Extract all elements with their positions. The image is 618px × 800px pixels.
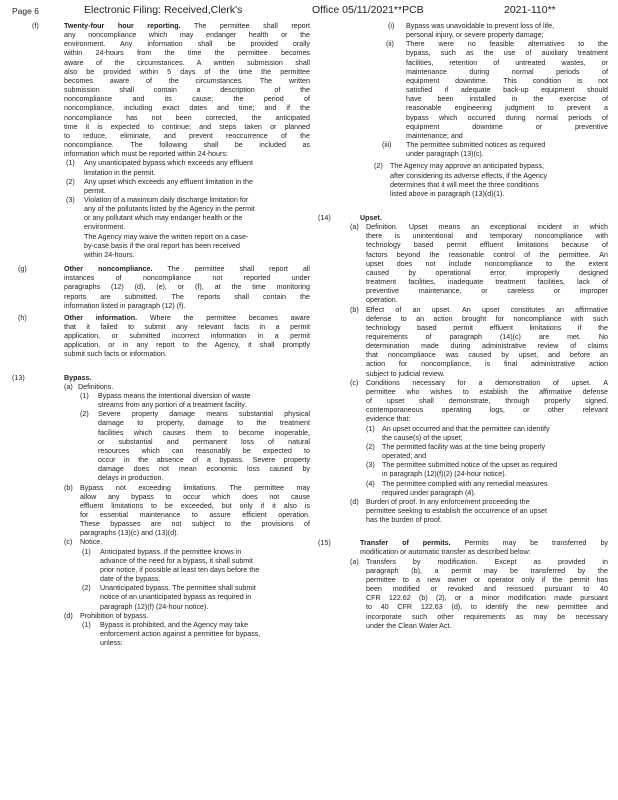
section-title: Twenty-four hour reporting.: [64, 22, 181, 30]
list-item: (2) Any upset which exceeds any effluent limitation in the permit.: [66, 177, 253, 195]
subsection-13a: (a) Definitions.: [64, 382, 114, 391]
subsection-14c: (c) Conditions necessary for a demonstration of upset. A permittee who wishes to establish the affirmative defense of upset shall demonstrate, through properly signed, contemporaneous operating logs, or other relevant evidence that:: [350, 378, 608, 424]
list-item: (4) The permittee complied with any remedial measures required under paragraph (4).: [366, 479, 548, 497]
subsection-14a: (a) Definition. Upset means an exceptional incident in which there is unintentional and temporary noncompliance with technology based permit effluent limitations because of factors beyond the reasonable control of the permittee. An upset does not include noncompliance to the extent caused by operational error, improperly designed treatment facilities, inadequate treatment facilities, lack of preventive maintenance, or careless or improper operation.: [350, 223, 608, 305]
section-body: Twenty-four hour reporting. The permittee shall report any noncompliance which may endanger health or the environment. Any information shall be provided orally within 24-hours from the time the permittee becomes aware of the circumstances. A written submission shall also be provided within 5 days of the time the permittee becomes aware of the circumstances. The written submission shall contain a description of the noncompliance and its cause; the period of noncompliance, including exact dates and time; and if the noncompliance has not been corrected, the anticipated time it is expected to continue; and steps taken or planned to reduce, eliminate, and prevent reoccurrence of the noncompliance. The following shall be included as information which must be reported within 24-hours:: [64, 22, 310, 159]
page-number: Page 6: [12, 6, 39, 16]
section-h: (h) Other information. Where the permittee becomes aware that it failed to submit any relevant facts in a permit application, or submitted incorrect information in a permit application, or in any report to the Agency, it shall promptly submit such facts or information.: [18, 313, 310, 359]
section-14: [318, 214, 608, 223]
section-marker: (14): [318, 213, 331, 222]
list-item: (1) Anticipated bypass. If the permittee knows in advance of the need for a bypass, it shall submit prior notice, if possible at least ten days before the date of the bypass.: [82, 547, 260, 584]
list-item: (iii) The permittee submitted notices as required under paragraph (13)(c).: [382, 141, 546, 159]
subsection-14d: (d) Burden of proof. In any enforcement proceeding the permittee seeking to establish the occurrence of an upset has the burden of proof.: [350, 497, 548, 525]
section-title: Other noncompliance.: [64, 265, 153, 274]
list-item: (1) Bypass is prohibited, and the Agency may take enforcement action against a permittee for bypass, unless:: [82, 620, 261, 648]
filing-stamp-label: Electronic Filing: Received,Clerk's: [84, 4, 243, 16]
subsection-15a: (a) Transfers by modification. Except as provided in paragraph (b), a permit may be transferred by the permittee to a new owner or operator only if the permit has been modified or revoked and reissued pursuant to 40 CFR 122.62 (b) (2), or a minor modification made pursuant to 40 CFR 122.63 (d), to identify the new permittee and incorporate such other requirements as may be necessary under the Clean Water Act.: [350, 557, 608, 630]
section-g: (g) Other noncompliance. The permittee shall report all instances of noncompliance not reported under paragraphs (12) (d), (e), or (f), at the time monitoring reports are submitted. The reports shall contain the information listed in paragraph (12) (f).: [18, 265, 310, 310]
filing-stamp-case: 2021-110**: [504, 4, 556, 16]
section-f: [18, 22, 310, 159]
subsection-title: Bypass not exceeding limitations.: [80, 483, 218, 492]
subsection-13d2: (2) The Agency may approve an anticipated bypass, after considering its adverse effects, if the Agency determines that it will meet the three conditions listed above in paragraph (13)(d)(1).: [374, 162, 548, 198]
section-marker: (f): [32, 22, 39, 30]
section-13: [12, 373, 310, 383]
right-column: [318, 22, 608, 631]
list-item: (1) An upset occurred and that the permittee can identify the cause(s) of the upset;: [366, 424, 550, 442]
list-item: (1) Bypass means the intentional diversion of waste streams from any portion of a treatment facility.: [80, 391, 251, 410]
list-item: (2) The permitted facility was at the time being properly operated; and: [366, 442, 546, 461]
filing-header: [12, 4, 612, 18]
list-item: (1) Any unanticipated bypass which exceeds any effluent limitation in the permit.: [66, 159, 253, 177]
section-marker: (h): [18, 313, 27, 322]
list-item: (ii) There were no feasible alternatives to the bypass, such as the use of auxiliary treatment facilities, retention of untreated wastes, or maintenance during normal periods of equipment downtime. This condition is not satisfied if adequate back-up equipment should have been installed in the exercise of reasonable engineering judgment to prevent a bypass which occurred during normal periods of equipment downtime or preventive maintenance; and: [386, 40, 608, 140]
section-title: Bypass.: [64, 373, 92, 382]
filing-stamp-office: Office 05/11/2021**PCB: [312, 4, 424, 16]
section-15: (15) Transfer of permits. Permits may be transferred by modification or automatic transfer as described below:: [318, 539, 608, 557]
subsection-13d: (d) Prohibition of bypass.: [64, 611, 149, 620]
list-item: (2) Unanticipated bypass. The permittee shall submit notice of an unanticipated bypass as required in paragraph (12)(f) (24-hour notice).: [82, 584, 256, 611]
section-title: Other information.: [64, 313, 138, 322]
subsection-13b: (b) Bypass not exceeding limitations. The permittee may allow any bypass to occur which does not cause effluent limitations to be exceeded, but only if it also is for essential maintenance to assure efficient operation. These bypasses are not subject to the provisions of paragraphs (13)(c) and (13)(d).: [64, 483, 310, 538]
section-marker: (13): [12, 373, 25, 382]
section-title: Upset.: [360, 213, 382, 222]
list-item: (3) The permittee submitted notice of the upset as required in paragraph (12)(f)(2) (24-hour notice).: [366, 461, 558, 479]
list-item: (i) Bypass was unavoidable to prevent loss of life, personal injury, or severe property damage;: [388, 22, 555, 40]
subsection-14b: (b) Effect of an upset. An upset constitutes an affirmative defense to an action brought for noncompliance with such technology based permit effluent limitations if the requirements of paragraph (14)(c) are met. No determination made during administrative review of claims that noncompliance was caused by upset, and before an action for noncompliance, is final administrative action subject to judicial review.: [350, 305, 608, 378]
list-item: (2) Severe property damage means substantial physical damage to property, damage to the treatment facilities which causes them to become inoperable, or substantial and permanent loss of natural resources which can reasonably be expected to occur in the absence of a bypass. Severe property damage does not mean economic loss caused by delays in production.: [80, 410, 310, 483]
left-column: [12, 22, 310, 648]
section-title: Transfer of permits.: [360, 539, 451, 548]
list-item: (3) Violation of a maximum daily discharge limitation for any of the pollutants listed by the Agency in the permit or any pollutant which may endanger health or the environment.: [66, 195, 255, 232]
subsection-13c: (c) Notice.: [64, 538, 103, 547]
section-marker: (g): [18, 265, 27, 274]
waiver-note: The Agency may waive the written report on a case- by-case basis if the oral report has been received within 24-hours.: [84, 232, 249, 259]
section-marker: (15): [318, 539, 331, 548]
